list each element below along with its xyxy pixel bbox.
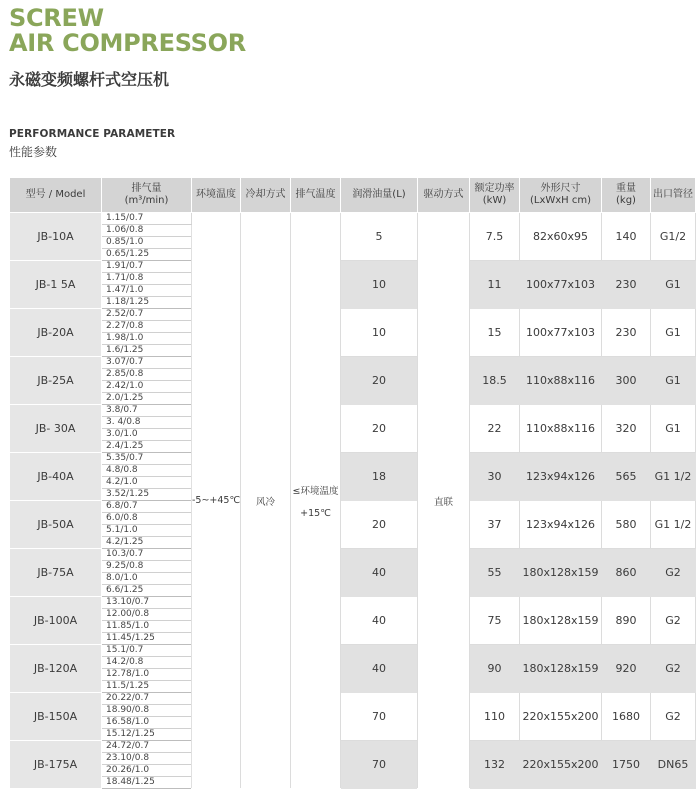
outlet-cell: DN65: [651, 741, 696, 789]
weight-cell: 1680: [602, 693, 651, 741]
title-line-2: AIR COMPRESSOR: [9, 29, 246, 57]
model-cell: JB-75A: [10, 549, 102, 597]
flow-cell: 12.00/0.8: [102, 609, 192, 621]
flow-cell: 3. 4/0.8: [102, 417, 192, 429]
power-cell: 55: [470, 549, 520, 597]
outlet-cell: G2: [651, 693, 696, 741]
power-cell: 90: [470, 645, 520, 693]
flow-cell: 0.85/1.0: [102, 237, 192, 249]
header-power: [470, 178, 520, 213]
flow-cell: 15.12/1.25: [102, 729, 192, 741]
weight-cell: 230: [602, 309, 651, 357]
outlet-cell: G2: [651, 597, 696, 645]
header-dims-line1: 外形尺寸: [540, 183, 581, 194]
flow-cell: 24.72/0.7: [102, 741, 192, 753]
header-row: [10, 178, 696, 213]
flow-cell: 20.22/0.7: [102, 693, 192, 705]
power-cell: 15: [470, 309, 520, 357]
dims-cell: 100x77x103: [520, 261, 602, 309]
flow-cell: 1.15/0.7: [102, 213, 192, 225]
table-row: [10, 405, 696, 417]
flow-cell: 3.0/1.0: [102, 429, 192, 441]
flow-cell: 13.10/0.7: [102, 597, 192, 609]
weight-cell: 300: [602, 357, 651, 405]
outlet-cell: G1 1/2: [651, 453, 696, 501]
flow-cell: 1.71/0.8: [102, 273, 192, 285]
flow-cell: 20.26/1.0: [102, 765, 192, 777]
outlet-cell: G1/2: [651, 213, 696, 261]
oil-cell: 10: [341, 309, 418, 357]
flow-cell: 2.27/0.8: [102, 321, 192, 333]
model-cell: JB-1 5A: [10, 261, 102, 309]
power-cell: 22: [470, 405, 520, 453]
dims-cell: 123x94x126: [520, 501, 602, 549]
flow-cell: 5.35/0.7: [102, 453, 192, 465]
table-body: [10, 213, 696, 789]
oil-cell: 70: [341, 693, 418, 741]
flow-cell: 2.85/0.8: [102, 369, 192, 381]
power-cell: 37: [470, 501, 520, 549]
header-dims-line2: (LxWxH cm): [529, 195, 592, 206]
oil-cell: 40: [341, 645, 418, 693]
flow-cell: 12.78/1.0: [102, 669, 192, 681]
flow-cell: 9.25/0.8: [102, 561, 192, 573]
flow-cell: 14.2/0.8: [102, 657, 192, 669]
weight-cell: 140: [602, 213, 651, 261]
oil-cell: 5: [341, 213, 418, 261]
oil-cell: 40: [341, 597, 418, 645]
dims-cell: 220x155x200: [520, 741, 602, 789]
outlet-cell: G1: [651, 261, 696, 309]
flow-cell: 10.3/0.7: [102, 549, 192, 561]
dims-cell: 180x128x159: [520, 597, 602, 645]
flow-cell: 6.0/0.8: [102, 513, 192, 525]
flow-cell: 16.58/1.0: [102, 717, 192, 729]
header-flow: [102, 178, 192, 213]
header-flow-line1: 排气量: [131, 183, 162, 194]
power-cell: 18.5: [470, 357, 520, 405]
header-drive: 驱动方式: [418, 178, 470, 213]
exhaust-temp-cell: [291, 213, 341, 789]
weight-cell: 320: [602, 405, 651, 453]
product-title-chinese: 永磁变频螺杆式空压机: [9, 70, 170, 89]
cooling-cell: 风冷: [241, 213, 291, 789]
table-row: [10, 309, 696, 321]
dims-cell: 180x128x159: [520, 549, 602, 597]
flow-cell: 11.85/1.0: [102, 621, 192, 633]
flow-cell: 2.52/0.7: [102, 309, 192, 321]
oil-cell: 70: [341, 741, 418, 789]
header-model: 型号 / Model: [10, 178, 102, 213]
flow-cell: 1.47/1.0: [102, 285, 192, 297]
flow-cell: 3.8/0.7: [102, 405, 192, 417]
power-cell: 110: [470, 693, 520, 741]
power-cell: 30: [470, 453, 520, 501]
performance-table: [9, 177, 696, 789]
flow-cell: 18.48/1.25: [102, 777, 192, 789]
flow-cell: 1.18/1.25: [102, 297, 192, 309]
flow-cell: 4.8/0.8: [102, 465, 192, 477]
flow-cell: 1.6/1.25: [102, 345, 192, 357]
flow-cell: 1.98/1.0: [102, 333, 192, 345]
dims-cell: 110x88x116: [520, 405, 602, 453]
header-oil: 润滑油量(L): [341, 178, 418, 213]
model-cell: JB-150A: [10, 693, 102, 741]
oil-cell: 20: [341, 357, 418, 405]
model-cell: JB-100A: [10, 597, 102, 645]
header-power-line2: (kW): [482, 195, 507, 206]
table-row: [10, 213, 696, 225]
section-heading-en: PERFORMANCE PARAMETER: [9, 128, 176, 140]
exhaust-temp-line2: +15℃: [300, 507, 331, 519]
table-row: [10, 597, 696, 609]
weight-cell: 1750: [602, 741, 651, 789]
flow-cell: 8.0/1.0: [102, 573, 192, 585]
model-cell: JB-25A: [10, 357, 102, 405]
flow-cell: 6.6/1.25: [102, 585, 192, 597]
power-cell: 7.5: [470, 213, 520, 261]
table-row: [10, 357, 696, 369]
flow-cell: 2.0/1.25: [102, 393, 192, 405]
table-row: [10, 645, 696, 657]
table-row: [10, 453, 696, 465]
oil-cell: 40: [341, 549, 418, 597]
flow-cell: 4.2/1.0: [102, 477, 192, 489]
oil-cell: 18: [341, 453, 418, 501]
dims-cell: 82x60x95: [520, 213, 602, 261]
flow-cell: 6.8/0.7: [102, 501, 192, 513]
flow-cell: 18.90/0.8: [102, 705, 192, 717]
dims-cell: 110x88x116: [520, 357, 602, 405]
weight-cell: 565: [602, 453, 651, 501]
oil-cell: 20: [341, 501, 418, 549]
model-cell: JB-40A: [10, 453, 102, 501]
flow-cell: 11.5/1.25: [102, 681, 192, 693]
model-cell: JB-120A: [10, 645, 102, 693]
flow-cell: 1.06/0.8: [102, 225, 192, 237]
outlet-cell: G1: [651, 309, 696, 357]
outlet-cell: G1: [651, 357, 696, 405]
header-weight-line1: 重量: [616, 183, 636, 194]
weight-cell: 580: [602, 501, 651, 549]
flow-cell: 5.1/1.0: [102, 525, 192, 537]
oil-cell: 20: [341, 405, 418, 453]
weight-cell: 890: [602, 597, 651, 645]
flow-cell: 15.1/0.7: [102, 645, 192, 657]
flow-cell: 1.91/0.7: [102, 261, 192, 273]
power-cell: 11: [470, 261, 520, 309]
title-line-1: SCREW: [9, 4, 104, 32]
outlet-cell: G2: [651, 645, 696, 693]
weight-cell: 920: [602, 645, 651, 693]
header-weight-line2: (kg): [616, 195, 636, 206]
power-cell: 75: [470, 597, 520, 645]
flow-cell: 2.4/1.25: [102, 441, 192, 453]
drive-cell: 直联: [418, 213, 470, 789]
header-dims: [520, 178, 602, 213]
env-temp-cell: -5~+45℃: [192, 213, 241, 789]
table-row: [10, 741, 696, 753]
dims-cell: 100x77x103: [520, 309, 602, 357]
weight-cell: 860: [602, 549, 651, 597]
product-title: [9, 6, 246, 56]
table-row: [10, 261, 696, 273]
header-outlet: 出口管径: [651, 178, 696, 213]
header-power-line1: 额定功率: [474, 183, 515, 194]
header-flow-line2: (m³/min): [124, 195, 169, 206]
model-cell: JB- 30A: [10, 405, 102, 453]
header-weight: [602, 178, 651, 213]
flow-cell: 11.45/1.25: [102, 633, 192, 645]
weight-cell: 230: [602, 261, 651, 309]
flow-cell: 23.10/0.8: [102, 753, 192, 765]
flow-cell: 0.65/1.25: [102, 249, 192, 261]
dims-cell: 220x155x200: [520, 693, 602, 741]
flow-cell: 4.2/1.25: [102, 537, 192, 549]
power-cell: 132: [470, 741, 520, 789]
oil-cell: 10: [341, 261, 418, 309]
flow-cell: 3.07/0.7: [102, 357, 192, 369]
model-cell: JB-50A: [10, 501, 102, 549]
table-row: [10, 693, 696, 705]
outlet-cell: G1: [651, 405, 696, 453]
exhaust-temp-line1: ≤环境温度: [292, 485, 339, 497]
section-heading-cn: 性能参数: [9, 145, 58, 159]
model-cell: JB-10A: [10, 213, 102, 261]
model-cell: JB-20A: [10, 309, 102, 357]
table-row: [10, 501, 696, 513]
table-row: [10, 549, 696, 561]
flow-cell: 3.52/1.25: [102, 489, 192, 501]
outlet-cell: G2: [651, 549, 696, 597]
header-cooling: 冷却方式: [241, 178, 291, 213]
header-env-temp: 环境温度: [192, 178, 241, 213]
flow-cell: 2.42/1.0: [102, 381, 192, 393]
outlet-cell: G1 1/2: [651, 501, 696, 549]
header-exhaust-temp: 排气温度: [291, 178, 341, 213]
dims-cell: 123x94x126: [520, 453, 602, 501]
model-cell: JB-175A: [10, 741, 102, 789]
dims-cell: 180x128x159: [520, 645, 602, 693]
